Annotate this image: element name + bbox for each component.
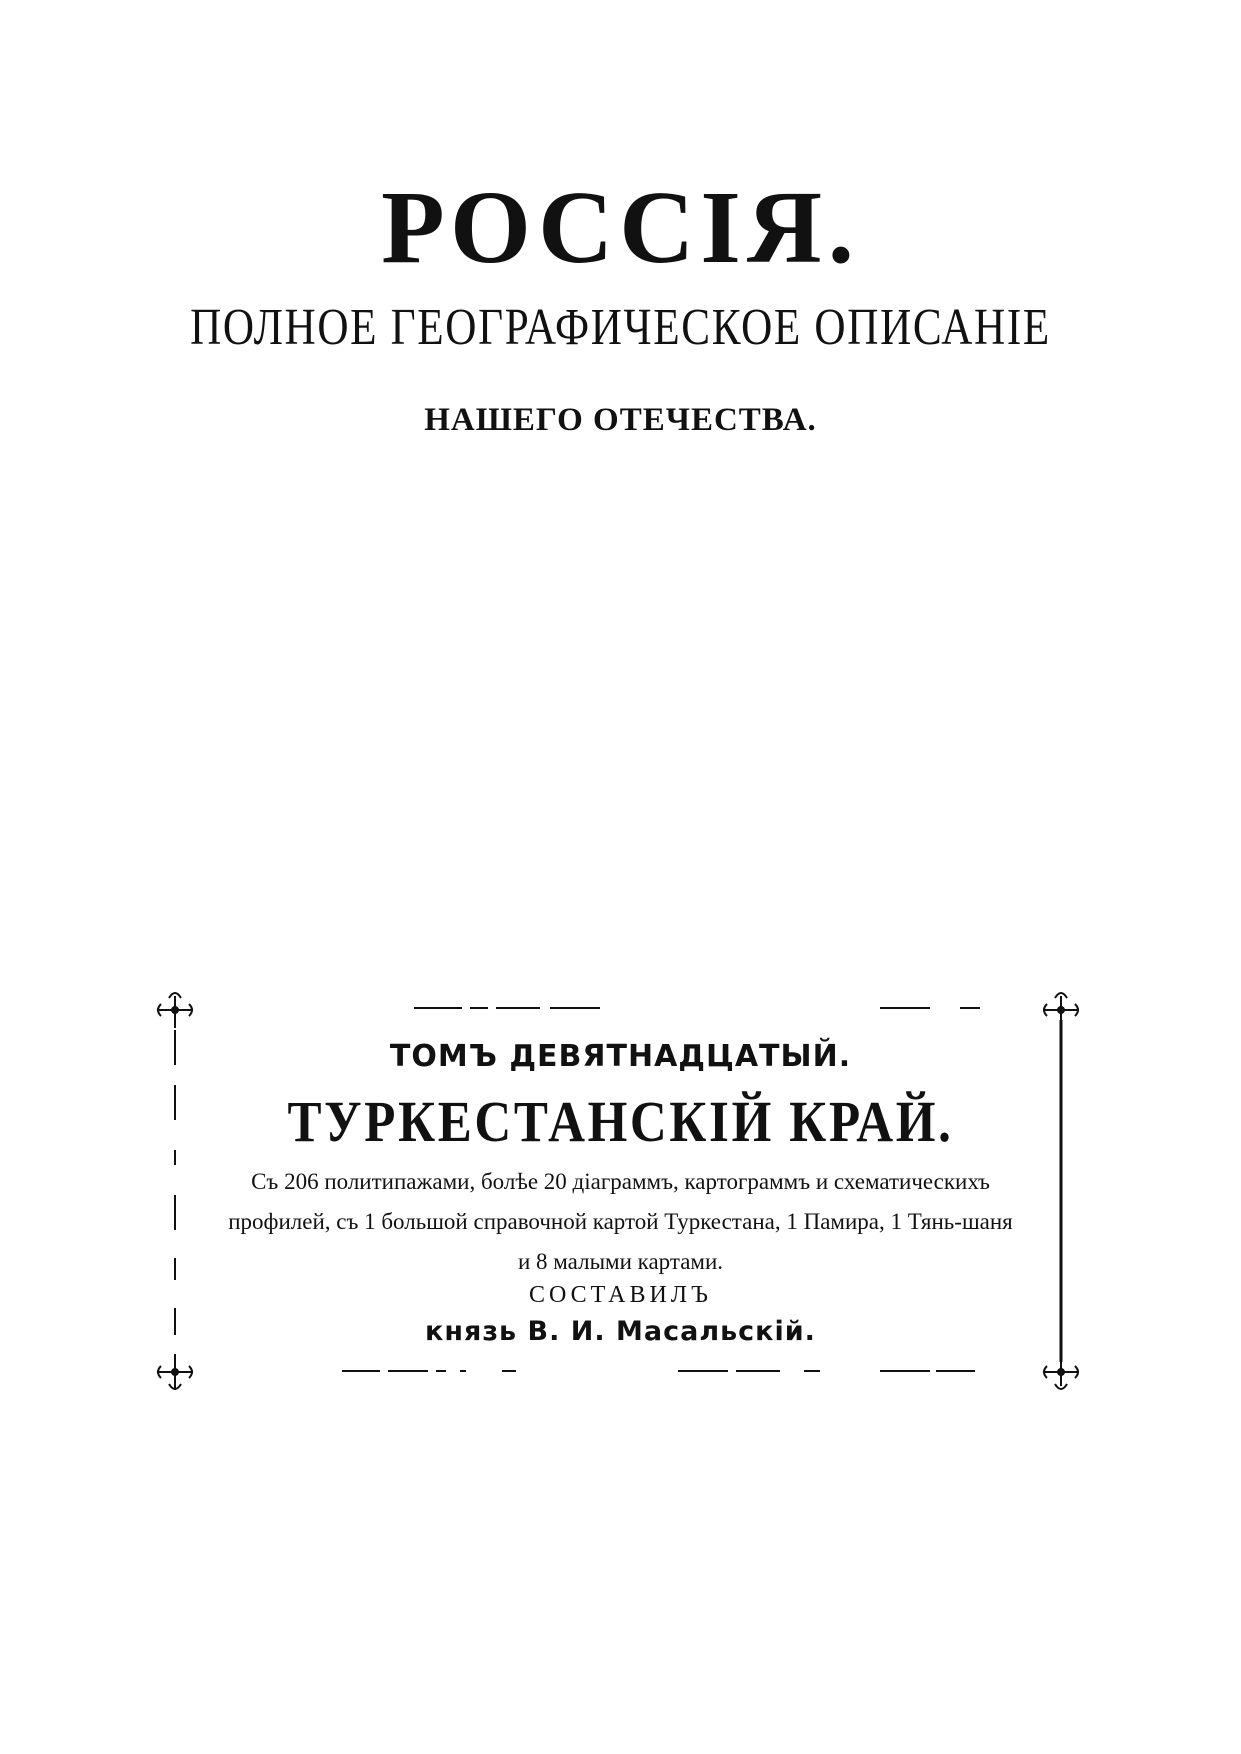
page-subtitle: ПОЛНОЕ ГЕОГРАФИЧЕСКОЕ ОПИСАНІЕ xyxy=(190,299,1051,356)
author-name: князь В. И. Масальскій. xyxy=(425,1316,816,1347)
volume-title: ТУРКЕСТАНСКІЙ КРАЙ. xyxy=(287,1089,954,1154)
description-line: профилей, съ 1 большой справочной картой Туркестана, 1 Памира, 1 Тянь-шаня xyxy=(228,1209,1013,1234)
fleuron-cross-icon xyxy=(151,1348,199,1396)
description xyxy=(190,1162,1051,1282)
description-line: Съ 206 политипажами, болѣе 20 діаграммъ, картограммъ и схематическихъ xyxy=(251,1169,990,1194)
page-title: РОССІЯ. xyxy=(381,170,860,285)
compiled-by-label: СОСТАВИЛЪ xyxy=(529,1282,712,1308)
description-line: и 8 малыми картами. xyxy=(517,1249,724,1274)
volume-heading: ТОМЪ ДЕВЯТНАДЦАТЫЙ. xyxy=(389,1039,852,1074)
fleuron-cross-icon xyxy=(1037,1348,1085,1396)
page-subtitle-secondary: НАШЕГО ОТЕЧЕСТВА. xyxy=(424,402,817,438)
fleuron-cross-icon xyxy=(1037,986,1085,1034)
frame-bottom-rule xyxy=(170,1371,975,1372)
frame-top-rule xyxy=(166,1008,980,1010)
fleuron-cross-icon xyxy=(151,986,199,1034)
